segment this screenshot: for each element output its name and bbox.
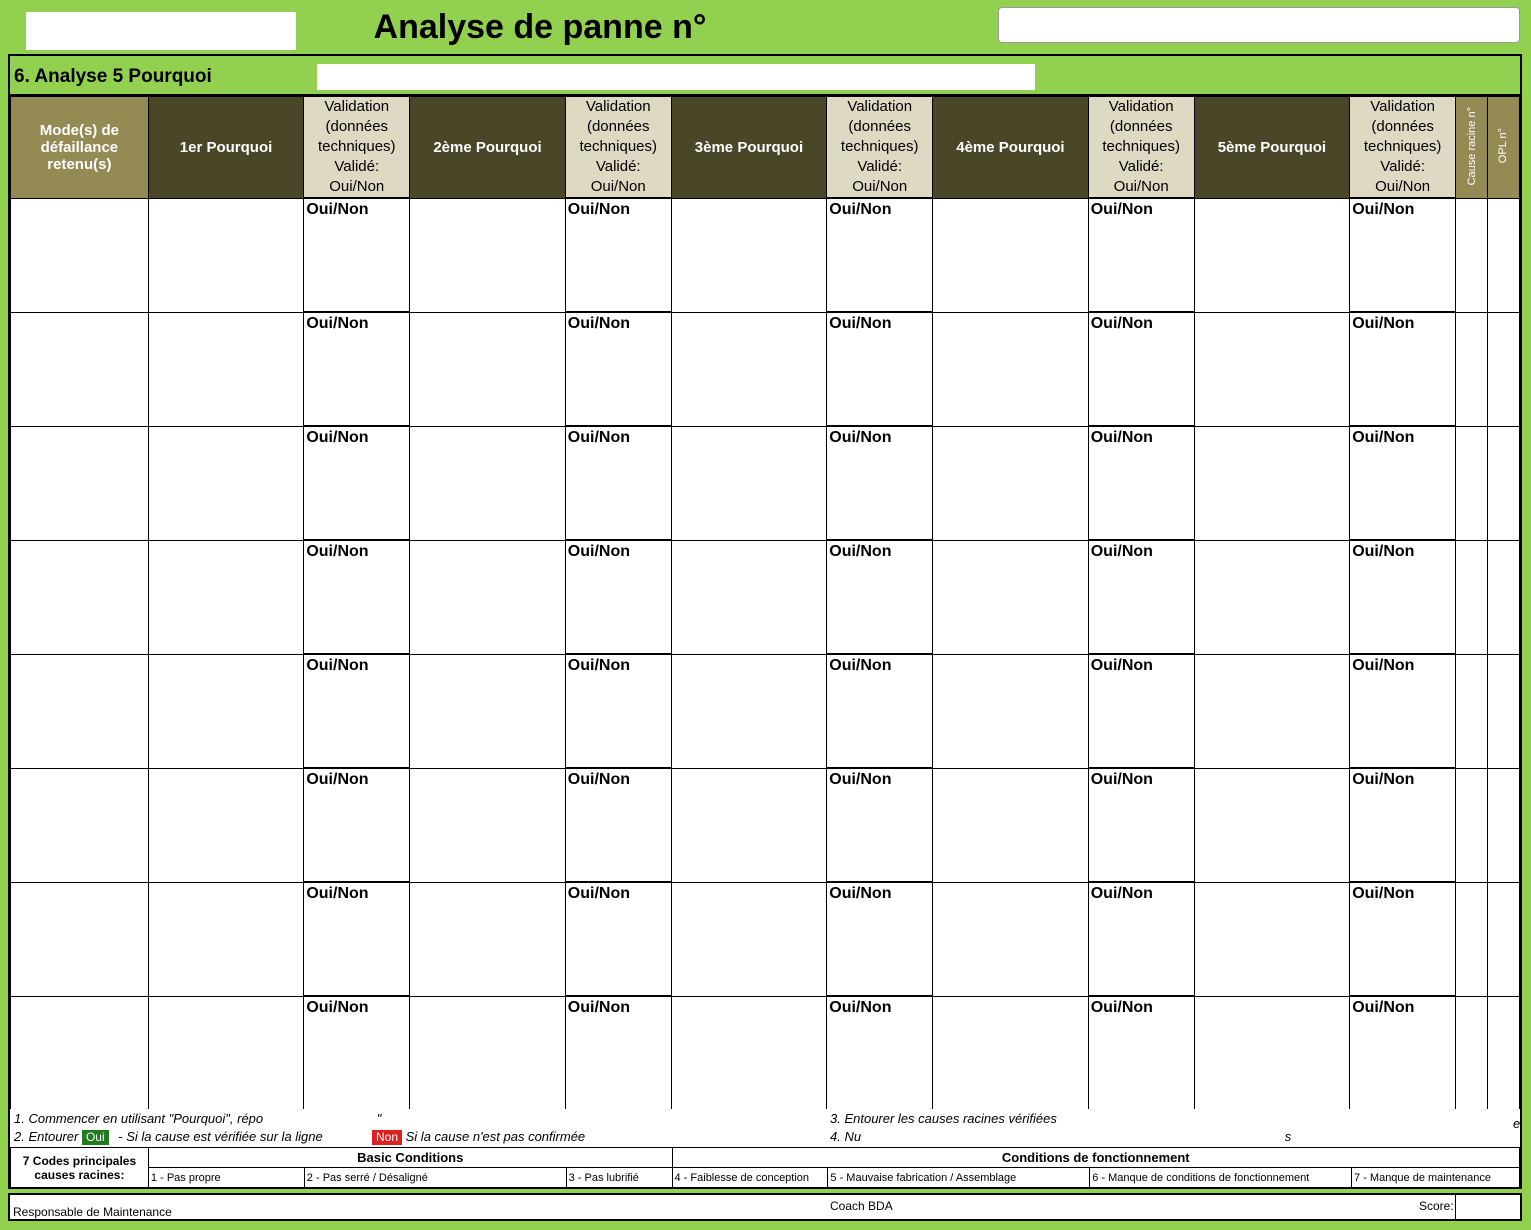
validation-header-line: Oui/Non [1113,178,1169,195]
validation-value: Oui/Non [306,543,369,560]
cell-validation[interactable] [304,882,410,996]
cell-why-5[interactable] [1194,312,1350,426]
cell-validation[interactable] [1350,198,1456,312]
cell-why-3[interactable] [671,312,827,426]
cell-why-2[interactable] [410,882,566,996]
cell-why-2[interactable] [410,654,566,768]
validation-header-line: Oui/Non [329,178,385,195]
cell-validation[interactable] [1350,426,1456,540]
cell-why-5[interactable] [1194,426,1350,540]
table-row [11,312,1520,426]
validation-header-line: Validation [585,98,651,115]
non-badge: Non [372,1130,402,1145]
note-4: 4. Nu [830,1129,862,1144]
validation-value: Oui/Non [306,771,369,788]
cell-why-5[interactable] [1194,768,1350,882]
validation-header-line: (données [586,118,650,135]
cell-why-5[interactable] [1194,996,1350,1110]
cell-validation[interactable] [827,768,933,882]
validation-value: Oui/Non [306,201,369,218]
cell-validation[interactable] [827,654,933,768]
cell-cause-racine[interactable] [1456,198,1488,312]
cell-validation[interactable] [565,768,671,882]
cell-why-4[interactable] [933,654,1089,768]
basic-conditions-heading: Basic Conditions [148,1148,672,1168]
header-why-5: 5ème Pourquoi [1194,97,1350,199]
cell-mode[interactable] [11,882,149,996]
cell-opl[interactable] [1487,654,1519,768]
cell-why-5[interactable] [1194,882,1350,996]
oui-badge: Oui [82,1130,109,1145]
validation-value: Oui/Non [1090,315,1153,332]
page-title: Analyse de panne n° [373,8,707,46]
cell-opl[interactable] [1487,996,1519,1110]
validation-value: Oui/Non [1352,657,1415,674]
validation-value: Oui/Non [1090,543,1153,560]
cell-why-2[interactable] [410,996,566,1110]
validation-value: Oui/Non [567,429,631,446]
cell-cause-racine[interactable] [1456,312,1488,426]
validation-header-line: Validé: [334,158,380,175]
instructions [10,1109,1520,1147]
note-edge: e [1513,1116,1521,1131]
cell-why-1[interactable] [148,198,304,312]
code-item: 4 - Faiblesse de conception [672,1168,828,1188]
cell-validation[interactable] [1350,882,1456,996]
cell-validation[interactable] [1088,312,1194,426]
cell-validation[interactable] [1350,768,1456,882]
cell-why-3[interactable] [671,768,827,882]
validation-value: Oui/Non [567,999,631,1016]
cell-opl[interactable] [1487,198,1519,312]
cell-validation[interactable] [304,312,410,426]
cell-validation[interactable] [1350,312,1456,426]
score-input[interactable] [1455,1195,1520,1219]
validation-value: Oui/Non [829,885,892,902]
validation-header-line: (données [1109,118,1173,135]
cell-opl[interactable] [1487,882,1519,996]
cell-why-1[interactable] [148,540,304,654]
code-item: 7 - Manque de maintenance [1352,1168,1520,1188]
header-why-3: 3ème Pourquoi [671,97,827,199]
validation-value: Oui/Non [1090,201,1153,218]
cell-validation[interactable] [1088,996,1194,1110]
validation-header-line: (données [325,118,389,135]
cell-cause-racine[interactable] [1456,654,1488,768]
cell-why-1[interactable] [148,426,304,540]
cell-why-3[interactable] [671,882,827,996]
validation-header-line: Validé: [1118,158,1164,175]
cell-validation[interactable] [827,426,933,540]
validation-header-line: Oui/Non [590,178,646,195]
cell-why-3[interactable] [671,654,827,768]
cell-why-5[interactable] [1194,198,1350,312]
validation-value: Oui/Non [1352,201,1415,218]
analysis-sheet [8,54,1522,1189]
cell-why-2[interactable] [410,198,566,312]
cell-validation[interactable] [304,426,410,540]
validation-value: Oui/Non [1352,885,1415,902]
validation-value: Oui/Non [567,657,631,674]
validation-value: Oui/Non [1090,657,1153,674]
cell-mode[interactable] [11,996,149,1110]
cell-why-3[interactable] [671,426,827,540]
header-why-4: 4ème Pourquoi [933,97,1089,199]
cell-why-2[interactable] [410,312,566,426]
validation-value: Oui/Non [829,657,892,674]
note-1: 1. Commencer en utilisant "Pourquoi", répo [14,1111,264,1126]
validation-value: Oui/Non [829,315,892,332]
validation-header-line: Validation [324,98,390,115]
cell-cause-racine[interactable] [1456,996,1488,1110]
code-item: 6 - Manque de conditions de fonctionnement [1090,1168,1352,1188]
note-2-middle: - Si la cause est vérifiée sur la ligne [118,1129,323,1144]
cell-why-3[interactable] [671,996,827,1110]
cell-validation[interactable] [1088,768,1194,882]
header-mode: Mode(s) de défaillance retenu(s) [11,97,149,199]
note-2-suffix: Si la cause n'est pas confirmée [405,1129,586,1144]
cell-why-5[interactable] [1194,540,1350,654]
validation-value: Oui/Non [306,429,369,446]
cell-cause-racine[interactable] [1456,540,1488,654]
header-validation [565,97,671,199]
validation-value: Oui/Non [1090,885,1153,902]
cell-validation[interactable] [1350,540,1456,654]
cell-validation[interactable] [827,540,933,654]
cell-mode[interactable] [11,426,149,540]
cell-why-1[interactable] [148,996,304,1110]
section-title: 6. Analyse 5 Pourquoi [14,66,212,87]
validation-value: Oui/Non [1090,771,1153,788]
cell-validation[interactable] [304,198,410,312]
validation-value: Oui/Non [306,315,369,332]
header-opl [1487,97,1519,199]
note-2-prefix: 2. Entourer [14,1129,79,1144]
conditions-fonctionnement-heading: Conditions de fonctionnement [672,1148,1519,1168]
validation-value: Oui/Non [567,315,631,332]
validation-value: Oui/Non [1352,315,1415,332]
validation-value: Oui/Non [567,885,631,902]
cell-why-1[interactable] [148,312,304,426]
table-row [11,882,1520,996]
validation-value: Oui/Non [1352,543,1415,560]
header-validation [1088,97,1194,199]
cell-why-4[interactable] [933,426,1089,540]
validation-header-line: Oui/Non [1375,178,1431,195]
cell-why-4[interactable] [933,996,1089,1110]
cell-validation[interactable] [827,312,933,426]
header-validation [1350,97,1456,199]
validation-header-line: (données [848,118,911,135]
cell-mode[interactable] [11,312,149,426]
cell-cause-racine[interactable] [1456,882,1488,996]
cell-validation[interactable] [565,426,671,540]
note-3: 3. Entourer les causes racines vérifiées [830,1111,1057,1126]
code-item: 3 - Pas lubrifié [566,1168,672,1188]
cell-validation[interactable] [1088,198,1194,312]
cell-cause-racine[interactable] [1456,426,1488,540]
cell-mode[interactable] [11,768,149,882]
validation-value: Oui/Non [306,657,369,674]
note-4-tail: s [1284,1129,1292,1144]
validation-value: Oui/Non [1090,999,1153,1016]
validation-header-line: techniques) [317,138,396,155]
code-item: 5 - Mauvaise fabrication / Assemblage [828,1168,1090,1188]
validation-header-line: techniques) [1102,138,1180,155]
validation-header-line: (données [1371,118,1434,135]
note-1-tail: " [376,1111,382,1126]
header-left-input[interactable] [26,12,296,50]
header-why-2: 2ème Pourquoi [410,97,566,199]
validation-header-line: techniques) [1363,138,1442,155]
validation-value: Oui/Non [829,201,892,218]
cell-validation[interactable] [827,996,933,1110]
table-row [11,654,1520,768]
cell-opl[interactable] [1487,426,1519,540]
validation-header-line: techniques) [840,138,919,155]
cell-mode[interactable] [11,198,149,312]
validation-header-line: techniques) [579,138,658,155]
cell-mode[interactable] [11,540,149,654]
coach-label: Coach BDA [830,1199,893,1213]
table-row [11,198,1520,312]
validation-value: Oui/Non [567,771,631,788]
cell-why-2[interactable] [410,426,566,540]
table-row [11,426,1520,540]
cell-opl[interactable] [1487,768,1519,882]
panne-number-input[interactable] [998,7,1520,43]
root-cause-codes [10,1147,1520,1188]
five-why-table [10,96,1520,1111]
cell-why-3[interactable] [671,198,827,312]
header-cause-racine-label: Cause racine n° [1465,106,1478,185]
cell-why-3[interactable] [671,540,827,654]
cell-why-1[interactable] [148,882,304,996]
cell-why-4[interactable] [933,540,1089,654]
cell-cause-racine[interactable] [1456,768,1488,882]
cell-validation[interactable] [565,540,671,654]
header-why-1: 1er Pourquoi [148,97,304,199]
section-input[interactable] [317,64,1035,90]
section-bar [10,56,1520,96]
validation-value: Oui/Non [306,999,369,1016]
cell-validation[interactable] [1350,654,1456,768]
validation-value: Oui/Non [1352,771,1415,788]
cell-validation[interactable] [565,312,671,426]
cell-validation[interactable] [565,198,671,312]
header-opl-label: OPL n° [1497,128,1510,164]
header-validation [304,97,410,199]
cell-validation[interactable] [565,654,671,768]
validation-value: Oui/Non [567,201,631,218]
table-row [11,540,1520,654]
validation-header-line: Validé: [857,158,903,175]
cell-why-4[interactable] [933,198,1089,312]
validation-header-line: Validé: [595,158,641,175]
validation-value: Oui/Non [829,771,892,788]
validation-value: Oui/Non [567,543,631,560]
validation-header-line: Validé: [1380,158,1426,175]
code-item: 2 - Pas serré / Désaligné [304,1168,566,1188]
validation-header-line: Validation [847,98,913,115]
cell-validation[interactable] [1088,426,1194,540]
cell-why-2[interactable] [410,768,566,882]
cell-validation[interactable] [304,654,410,768]
cell-opl[interactable] [1487,312,1519,426]
score-label: Score: [1419,1199,1454,1213]
cell-why-2[interactable] [410,540,566,654]
cell-validation[interactable] [1088,654,1194,768]
validation-value: Oui/Non [1352,429,1415,446]
cell-validation[interactable] [304,996,410,1110]
cell-why-4[interactable] [933,768,1089,882]
validation-value: Oui/Non [1090,429,1153,446]
validation-value: Oui/Non [306,885,369,902]
cell-mode[interactable] [11,654,149,768]
cell-validation[interactable] [1350,996,1456,1110]
header-validation [827,97,933,199]
cell-validation[interactable] [304,768,410,882]
validation-value: Oui/Non [829,999,892,1016]
validation-header-line: Validation [1108,98,1174,115]
cell-validation[interactable] [827,198,933,312]
cell-validation[interactable] [827,882,933,996]
table-row [11,768,1520,882]
validation-value: Oui/Non [829,429,892,446]
validation-value: Oui/Non [1352,999,1415,1016]
validation-header-line: Oui/Non [852,178,908,195]
cell-why-4[interactable] [933,312,1089,426]
cell-validation[interactable] [1088,540,1194,654]
code-item: 1 - Pas propre [148,1168,304,1188]
cell-validation[interactable] [565,882,671,996]
responsable-label: Responsable de Maintenance [13,1205,172,1219]
table-row [11,996,1520,1110]
cell-why-4[interactable] [933,882,1089,996]
signature-footer [8,1193,1522,1221]
codes-label: 7 Codes principales causes racines: [11,1148,149,1188]
cell-validation[interactable] [304,540,410,654]
cell-validation[interactable] [1088,882,1194,996]
cell-why-1[interactable] [148,654,304,768]
cell-opl[interactable] [1487,540,1519,654]
cell-why-1[interactable] [148,768,304,882]
validation-value: Oui/Non [829,543,892,560]
cell-validation[interactable] [565,996,671,1110]
validation-header-line: Validation [1370,98,1436,115]
header-cause-racine [1456,97,1488,199]
cell-why-5[interactable] [1194,654,1350,768]
